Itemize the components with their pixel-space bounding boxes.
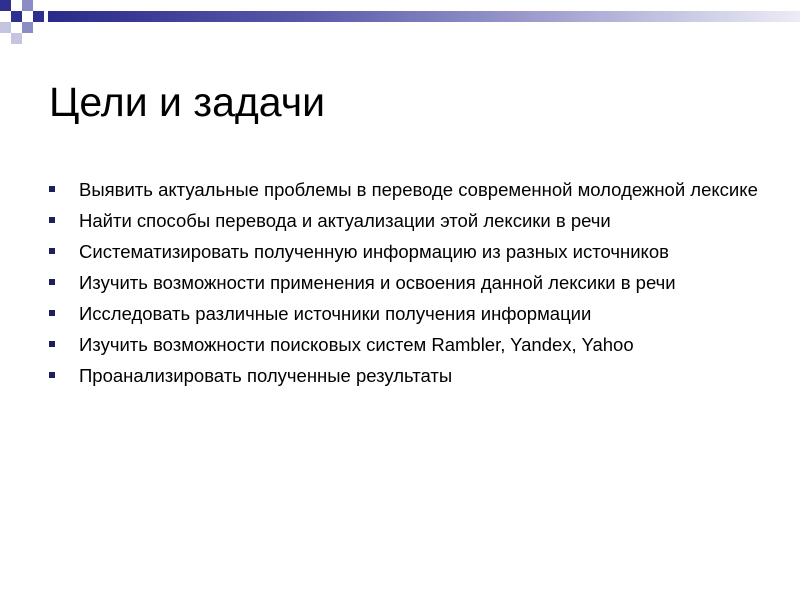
bullet-text: Проанализировать полученные результаты xyxy=(79,365,453,386)
header-gradient-bar xyxy=(48,11,800,22)
bullet-item xyxy=(0,302,800,325)
decor-square xyxy=(0,22,11,33)
square-bullet-icon xyxy=(49,248,55,254)
decor-square xyxy=(22,0,33,11)
bullet-text: Изучить возможности поисковых систем Rambler, Yandex, Yahoo xyxy=(79,334,634,355)
bullet-list xyxy=(0,178,800,395)
square-bullet-icon xyxy=(49,341,55,347)
square-bullet-icon xyxy=(49,217,55,223)
slide-title: Цели и задачи xyxy=(49,79,325,125)
decor-square xyxy=(11,33,22,44)
bullet-item xyxy=(0,240,800,263)
decor-square xyxy=(33,11,44,22)
square-bullet-icon xyxy=(49,310,55,316)
bullet-text: Изучить возможности применения и освоения данной лексики в речи xyxy=(79,272,676,293)
decor-square xyxy=(11,11,22,22)
bullet-text: Найти способы перевода и актуализации этой лексики в речи xyxy=(79,210,611,231)
square-bullet-icon xyxy=(49,186,55,192)
bullet-text: Систематизировать полученную информацию из разных источников xyxy=(79,241,669,262)
bullet-item xyxy=(0,178,800,201)
decor-square xyxy=(0,0,11,11)
square-bullet-icon xyxy=(49,279,55,285)
bullet-item xyxy=(0,364,800,387)
decor-square xyxy=(22,22,33,33)
bullet-text: Исследовать различные источники получения информации xyxy=(79,303,592,324)
bullet-item xyxy=(0,271,800,294)
square-bullet-icon xyxy=(49,372,55,378)
bullet-item xyxy=(0,209,800,232)
bullet-item xyxy=(0,333,800,356)
bullet-text: Выявить актуальные проблемы в переводе современной молодежной лексике xyxy=(79,179,758,200)
